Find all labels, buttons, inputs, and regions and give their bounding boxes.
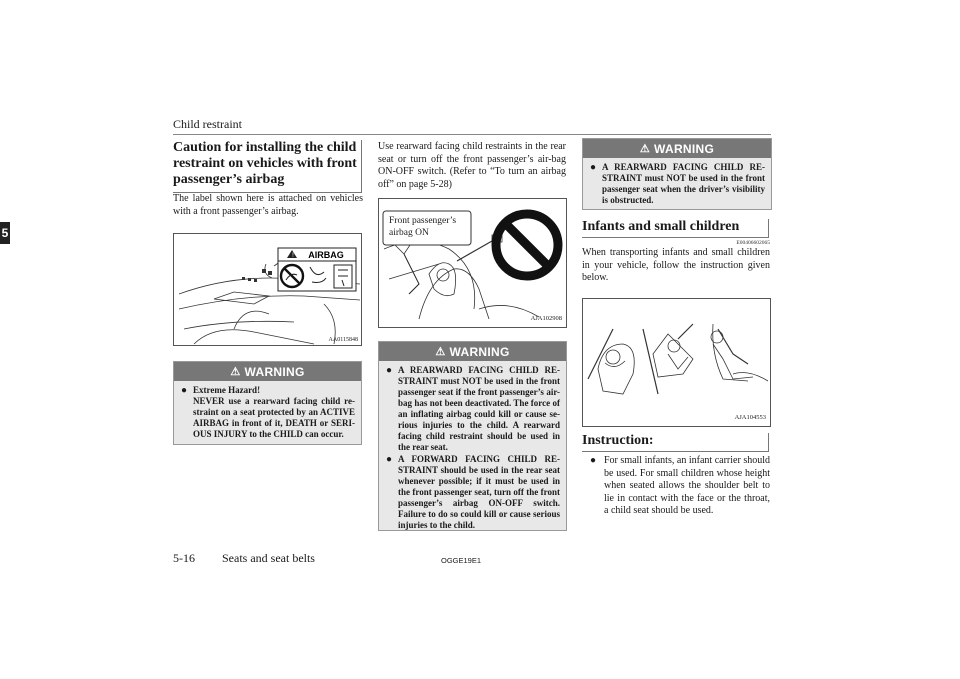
bullet-icon: ●: [181, 385, 188, 396]
section-title-caution: Caution for installing the child restraint on vehicles with front passenger’s airbag: [173, 140, 362, 193]
page-number: 5-16: [173, 551, 195, 565]
infants-intro: When transporting infants and small children in your vehicle, follow the instruction given below.: [582, 247, 770, 283]
child-seat-figure: [378, 198, 567, 328]
warning-text: NEVER use a rearward facing child re-straint on a seat protected by an ACTIVE AIRBAG in front of it, DEATH or SERI-OUS INJURY to the CHILD can occur.: [193, 396, 355, 439]
header-rule: [173, 134, 771, 135]
bullet-icon: ●: [590, 455, 597, 466]
reference-code: E00406602065: [736, 240, 770, 246]
instruction-list: [590, 455, 770, 519]
warning-heading: ⚠ WARNING: [174, 362, 361, 381]
warning-text: A REARWARD FACING CHILD RE-STRAINT must NOT be used in the front passenger seat if the front passenger’s air-bag has not been deactivated. The force of an inflating airbag could kill or cause se-rious injuries to the child. A rearward facing child restraint should be used in the rear seat.: [398, 365, 560, 452]
warning-lead: Extreme Hazard!: [193, 385, 261, 395]
bullet-icon: ●: [590, 162, 597, 173]
warning-triangle-icon: ⚠: [230, 366, 241, 378]
warning-box-right: [582, 138, 772, 210]
figure-code: AJA104553: [734, 414, 766, 421]
child-restraints-figure: [582, 298, 771, 427]
warning-item: [590, 162, 765, 206]
instruction-title: Instruction:: [582, 433, 769, 452]
svg-text:!: !: [292, 253, 294, 259]
warning-heading: ⚠ WARNING: [583, 139, 771, 158]
bullet-icon: ●: [386, 454, 393, 465]
middle-intro: Use rearward facing child restraints in the rear seat or turn off the front passenger’s air-bag ON-OFF switch. (Refer to “To turn an airbag off” on page 5-28): [378, 141, 566, 190]
airbag-label-figure: [173, 233, 362, 346]
running-header: Child restraint: [173, 117, 242, 131]
prohibition-icon: [496, 214, 558, 276]
airbag-warning-label: [278, 248, 356, 291]
chapter-tab: 5: [0, 222, 10, 244]
warning-box-middle: [378, 341, 567, 531]
bullet-icon: ●: [386, 365, 393, 376]
document-code: OGGE19E1: [441, 556, 482, 565]
warning-triangle-icon: ⚠: [435, 346, 446, 358]
svg-text:AIRBAG: AIRBAG: [308, 250, 344, 260]
left-intro: The label shown here is attached on vehicles with a front passenger’s airbag.: [173, 193, 363, 217]
figure-code: AA0115848: [328, 337, 358, 343]
warning-item: [386, 454, 560, 531]
dashboard-illustration: [174, 234, 361, 345]
section-title-infants: Infants and small children: [582, 219, 769, 238]
warning-text: A FORWARD FACING CHILD RE-STRAINT should be used in the rear seat whenever possible; if it must be used in the front passenger seat, turn off the front passenger’s airbag ON-OFF switch. Failure to do so could kill or cause serious injuries to the child.: [398, 454, 560, 530]
warning-triangle-icon: ⚠: [639, 143, 651, 155]
warning-item: [386, 365, 560, 453]
warning-text: A REARWARD FACING CHILD RE-STRAINT must NOT be used in the front passenger seat when the driver’s visibility is obstructed.: [602, 162, 765, 205]
airbag-on-callout: Front passenger’s airbag ON: [389, 216, 457, 238]
warning-item: [181, 385, 355, 440]
instruction-item: ● For small infants, an infant carrier should be used. For small children whose height when seated allows the shoulder belt to lie in contact with the face or the throat, a child seat should be used.: [590, 455, 770, 516]
warning-heading: ⚠ WARNING: [379, 342, 566, 361]
warning-box-left: [173, 361, 362, 445]
figure-code: AJA102908: [530, 315, 562, 322]
footer-section: Seats and seat belts: [222, 551, 315, 565]
